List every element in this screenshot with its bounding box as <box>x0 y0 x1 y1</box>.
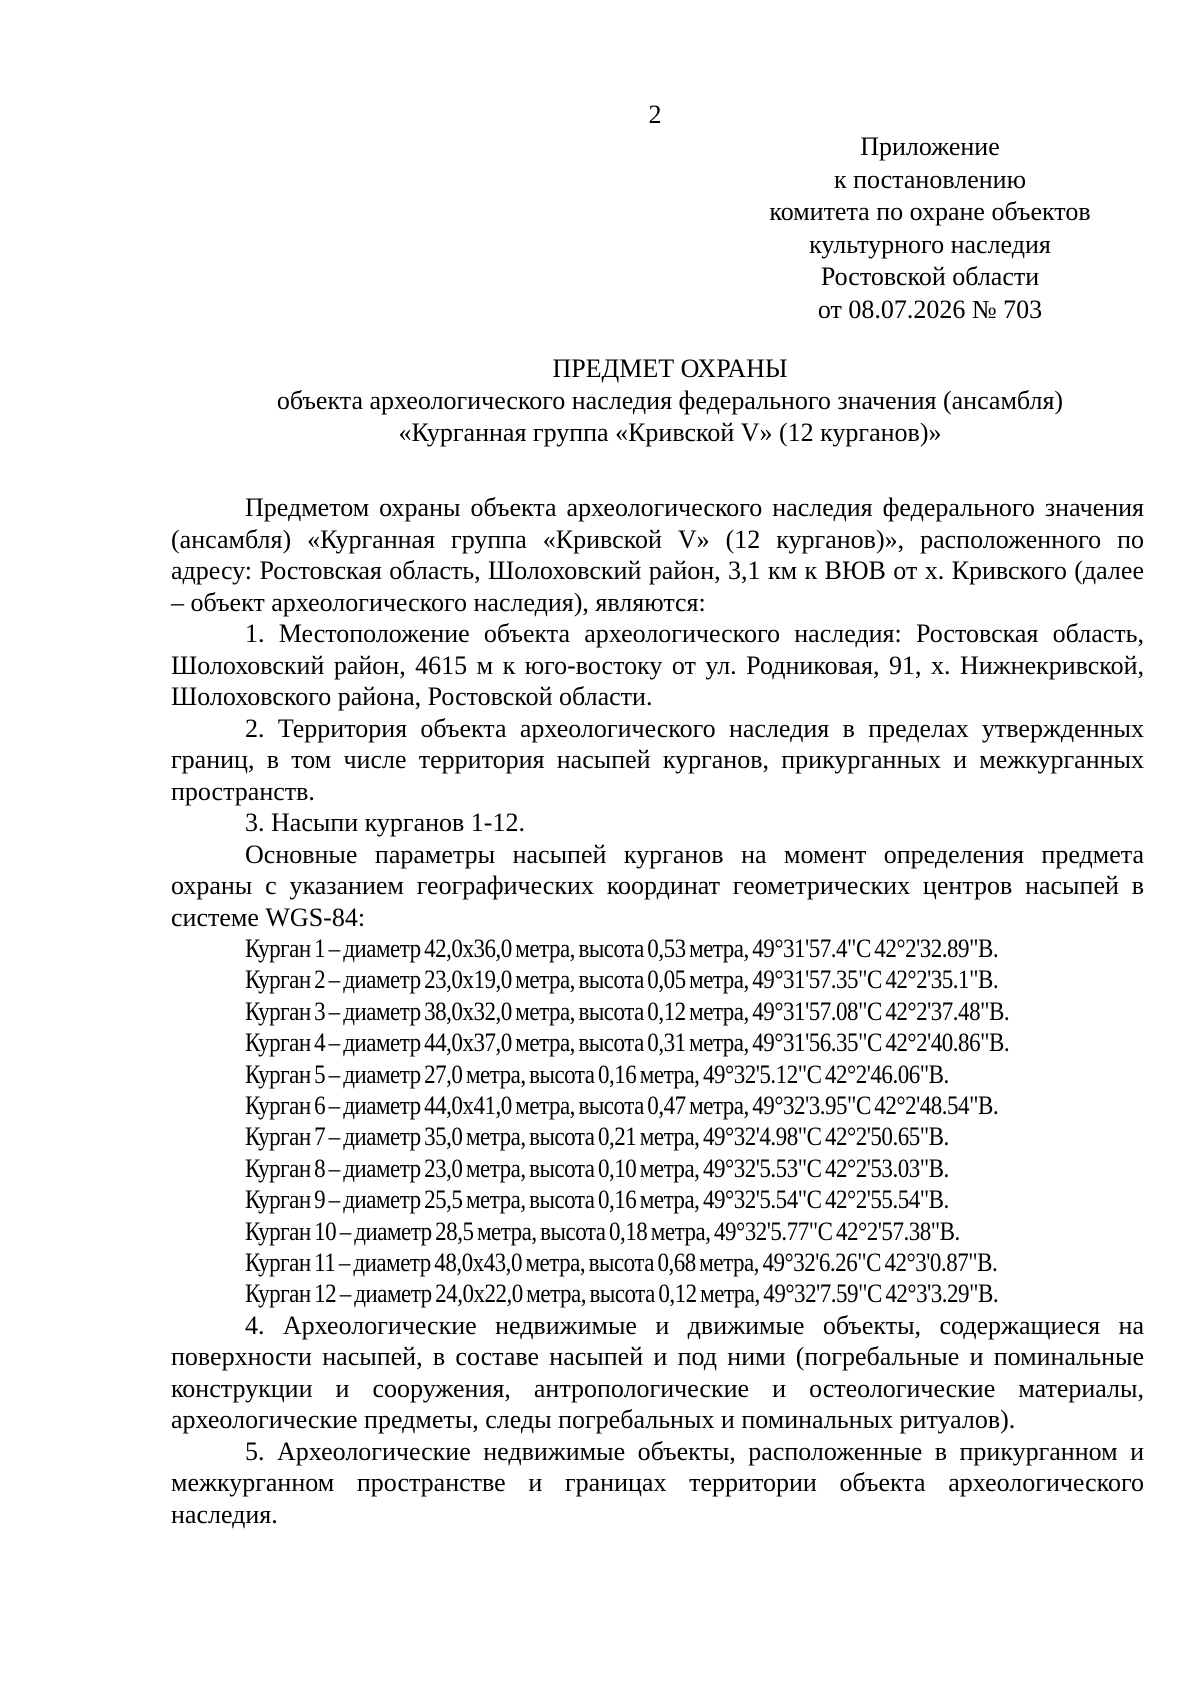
kurgan-item: Курган 7 – диаметр 35,0 метра, высота 0,21 метра, 49°32'4.98"С 42°2'50.65"В. <box>245 1122 949 1152</box>
title-subtitle: объекта археологического наследия федерального значения (ансамбля) <box>276 386 1064 415</box>
annex-line: комитета по охране объектов <box>769 197 1091 226</box>
kurgan-list <box>171 933 1144 1310</box>
kurgan-item: Курган 1 – диаметр 42,0x36,0 метра, высота 0,53 метра, 49°31'57.4"С 42°2'32.89"В. <box>245 934 999 963</box>
document-body <box>171 492 1144 1530</box>
annex-line: культурного наследия <box>809 229 1051 259</box>
intro-paragraph: Предметом охраны объекта археологического наследия федерального значения (ансамбля) «Курганная группа «Кривской V» (12 курганов)», расположенного по адресу: Ростовская область, Шолоховский район, 3,1 км к ВЮВ от х. Кривского (далее – объект археологического наследия), являются: <box>171 493 1144 617</box>
title-heading: ПРЕДМЕТ ОХРАНЫ <box>552 354 788 383</box>
title-object-name: «Курганная группа «Кривской V» (12 курганов)» <box>398 418 942 447</box>
kurgan-item: Курган 12 – диаметр 24,0x22,0 метра, высота 0,12 метра, 49°32'7.59"С 42°3'3.29"В. <box>245 1279 999 1309</box>
kurgan-item: Курган 5 – диаметр 27,0 метра, высота 0,16 метра, 49°32'5.12"С 42°2'46.06"В. <box>245 1059 949 1089</box>
annex-line: от 08.07.2026 № 703 <box>817 294 1043 324</box>
item-5-paragraph: 5. Археологические недвижимые объекты, расположенные в прикурганном и межкурганном пространстве и границах территории объекта археологического наследия. <box>171 1436 1144 1529</box>
kurgan-item: Курган 10 – диаметр 28,5 метра, высота 0,18 метра, 49°32'5.77"С 42°2'57.38"В. <box>245 1216 960 1246</box>
annex-line: к постановлению <box>833 164 1027 194</box>
kurgan-item: Курган 2 – диаметр 23,0x19,0 метра, высота 0,05 метра, 49°31'57.35"С 42°2'35.1"В. <box>245 965 999 995</box>
kurgan-item: Курган 3 – диаметр 38,0x32,0 метра, высота 0,12 метра, 49°31'57.08"С 42°2'37.48"В. <box>245 996 1010 1026</box>
kurgan-item: Курган 11 – диаметр 48,0x43,0 метра, высота 0,68 метра, 49°32'6.26"С 42°3'0.87"В. <box>245 1248 998 1278</box>
item-4-paragraph: 4. Археологические недвижимые и движимые объекты, содержащиеся на поверхности насыпей, в составе насыпей и под ними (погребальные и поминальные конструкции и сооружения, антропологические и остеологические материалы, археологические предметы, следы погребальных и поминальных ритуалов). <box>171 1310 1144 1435</box>
kurgan-item: Курган 4 – диаметр 44,0x37,0 метра, высота 0,31 метра, 49°31'56.35"С 42°2'40.86"В. <box>245 1028 1010 1058</box>
kurgan-item: Курган 9 – диаметр 25,5 метра, высота 0,16 метра, 49°32'5.54"С 42°2'55.54"В. <box>245 1185 949 1215</box>
kurgan-item: Курган 8 – диаметр 23,0 метра, высота 0,10 метра, 49°32'5.53"С 42°2'53.03"В. <box>245 1153 949 1183</box>
annex-block <box>740 131 1120 326</box>
kurgan-item: Курган 6 – диаметр 44,0x41,0 метра, высота 0,47 метра, 49°32'3.95"С 42°2'48.54"В. <box>245 1091 999 1121</box>
item-2-paragraph: 2. Территория объекта археологического наследия в пределах утвержденных границ, в том числе территория насыпей курганов, прикурганных и межкурганных пространств. <box>171 713 1144 806</box>
item-1-paragraph: 1. Местоположение объекта археологического наследия: Ростовская область, Шолоховский район, 4615 м к юго-востоку от ул. Родниковая, 91, х. Нижнекривской, Шолоховского района, Ростовской области. <box>171 619 1144 711</box>
params-paragraph: Основные параметры насыпей курганов на момент определения предмета охраны с указанием географических координат геометрических центров насыпей в системе WGS-84: <box>171 839 1144 932</box>
annex-line: Ростовской области <box>820 262 1040 291</box>
document-title <box>150 353 1190 449</box>
annex-line: Приложение <box>860 132 1000 161</box>
item-3-paragraph: 3. Насыпи курганов 1-12. <box>245 808 525 837</box>
page-number: 2 <box>648 100 662 129</box>
